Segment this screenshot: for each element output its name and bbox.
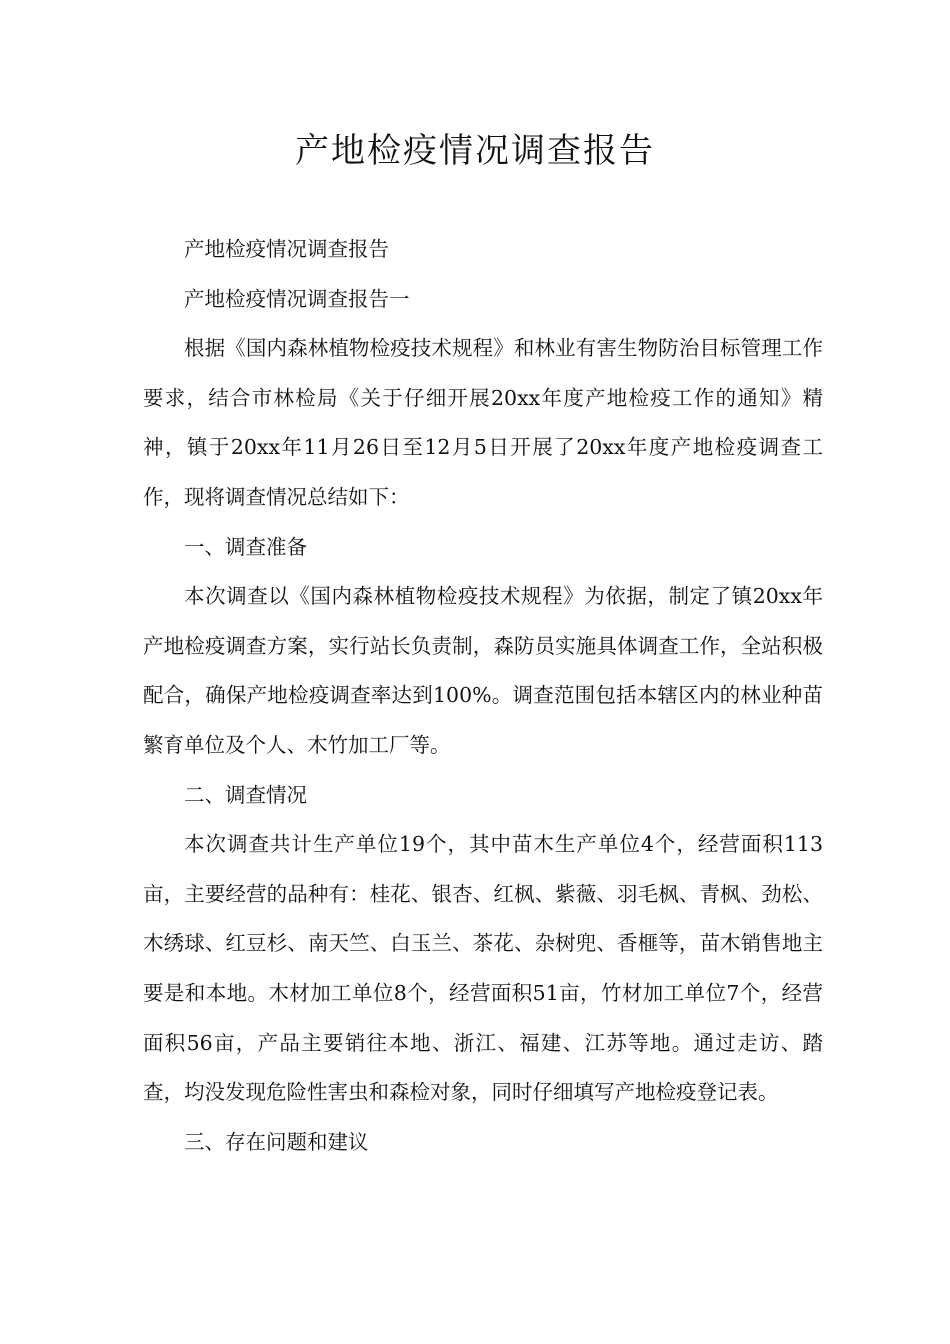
section-heading-problems: 三、存在问题和建议 [184, 1129, 369, 1154]
paragraph-subheading: 产地检疫情况调查报告一 [184, 286, 410, 311]
paragraph-situation: 本次调查共计生产单位19个，其中苗木生产单位4个，经营面积113亩，主要经营的品种有：桂花、银杏、红枫、紫薇、羽毛枫、青枫、劲松、木绣球、红豆杉、南天竺、白玉兰、茶花、杂树兜、香榧等，苗木销售地主要是和本地。木材加工单位8个，经营面积51亩，竹材加工单位7个，经营面积56亩，产品主要销往本地、浙江、福建、江苏等地。通过走访、踏查，均没发现危险性害虫和森检对象，同时仔细填写产地检疫登记表。 [143, 832, 823, 1105]
document-body [143, 225, 823, 1167]
document-title: 产地检疫情况调查报告 [295, 131, 655, 171]
paragraph-preparation: 本次调查以《国内森林植物检疫技术规程》为依据，制定了镇20xx年产地检疫调查方案，实行站长负责制，森防员实施具体调查工作，全站积极配合，确保产地检疫调查率达到100%。调查范围包括本辖区内的林业种苗繁育单位及个人、木竹加工厂等。 [143, 584, 823, 757]
section-heading-situation: 二、调查情况 [184, 782, 307, 807]
paragraph-heading: 产地检疫情况调查报告 [184, 237, 389, 261]
section-heading-preparation: 一、调查准备 [184, 534, 307, 559]
paragraph-intro: 根据《国内森林植物检疫技术规程》和林业有害生物防治目标管理工作要求，结合市林检局《关于仔细开展20xx年度产地检疫工作的通知》精神，镇于20xx年11月26日至12月5日开展了20xx年度产地检疫调查工作，现将调查情况总结如下： [143, 336, 823, 509]
